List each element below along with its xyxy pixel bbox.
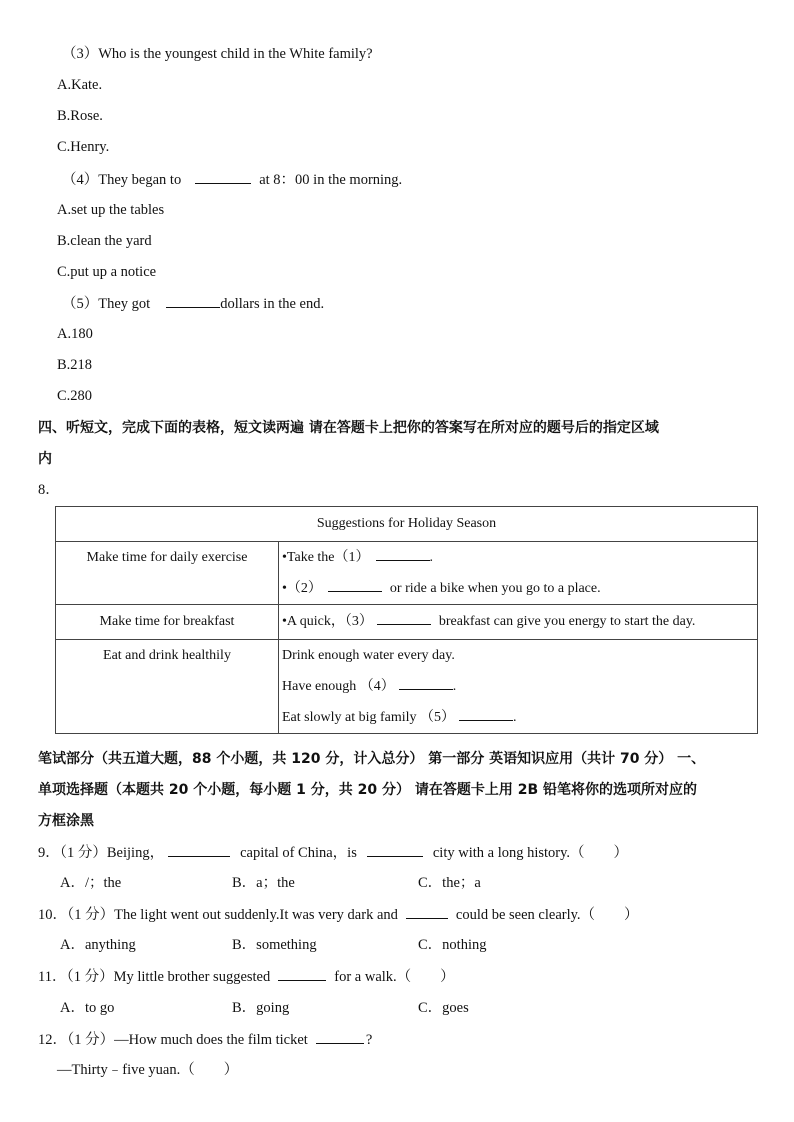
written-part-heading-line3: 方框涂黑 (38, 813, 94, 829)
answer-blank (367, 842, 423, 857)
question-10-text: 10．（1 分）The light went out suddenly.It was very dark and (38, 907, 398, 923)
row-label-text: Eat and drink healthily (103, 648, 231, 663)
table-row (56, 640, 758, 734)
question-5-option-c: C.280 (57, 388, 93, 404)
content-text: •A quick，（3） (282, 614, 373, 629)
answer-blank (399, 675, 453, 690)
question-9-text-mid: capital of China，is (240, 845, 357, 861)
written-part-heading-line2: 单项选择题（本题共 20 个小题，每小题 1 分，共 20 分） 请在答题卡上用 2B 铅笔将你的选项所对应的 (38, 782, 697, 798)
content-text-end: . (429, 550, 434, 565)
question-9-option-a[interactable]: A．/；the (60, 875, 122, 891)
answer-blank (406, 904, 448, 919)
question-5-stem (62, 293, 324, 314)
row-label (56, 542, 279, 605)
content-text: •（2） (282, 581, 322, 596)
question-3-stem: （3）Who is the youngest child in the White family? (62, 46, 373, 62)
question-10-stem (38, 904, 639, 925)
row-label-text: Make time for breakfast (99, 614, 235, 629)
question-4-stem-end: at 8：00 in the morning. (259, 172, 403, 188)
question-10-option-c[interactable]: C．nothing (418, 937, 487, 953)
answer-blank (168, 842, 230, 857)
question-9-text: 9．（1 分）Beijing， (38, 845, 165, 861)
suggestions-table (55, 506, 758, 734)
question-12-answer: —Thirty﹣five yuan.（ ） (57, 1062, 239, 1078)
question-9-option-b[interactable]: B．a；the (232, 875, 295, 891)
answer-blank (195, 169, 251, 184)
content-text-end: . (452, 679, 457, 694)
content-text: Eat slowly at big family （5） (282, 710, 456, 725)
answer-blank (377, 610, 431, 625)
table-row (56, 542, 758, 605)
question-11-option-b[interactable]: B．going (232, 1000, 290, 1016)
question-11-option-c[interactable]: C．goes (418, 1000, 469, 1016)
question-3-option-c: C.Henry. (57, 139, 110, 155)
content-line (279, 671, 757, 702)
content-text-end: breakfast can give you energy to start the day. (438, 614, 696, 629)
question-9-stem (38, 842, 628, 863)
question-3-option-b: B.Rose. (57, 108, 103, 124)
content-line (279, 702, 757, 733)
content-line (279, 640, 757, 671)
content-line (279, 605, 757, 639)
section-4-heading-continued: 内 (38, 451, 52, 467)
section-4-heading: 四、听短文，完成下面的表格，短文读两遍 请在答题卡上把你的答案写在所对应的题号后的指定区域 (38, 420, 659, 436)
row-label (56, 640, 279, 734)
question-9-option-c[interactable]: C．the；a (418, 875, 481, 891)
question-5-option-a: A.180 (57, 326, 93, 342)
question-4-option-a: A.set up the tables (57, 202, 165, 218)
table-row (56, 605, 758, 640)
question-5-stem-end: dollars in the end. (220, 296, 325, 312)
question-11-text: 11．（1 分）My little brother suggested (38, 969, 271, 985)
question-12-stem (38, 1029, 372, 1050)
content-line (279, 573, 757, 604)
row-content (279, 605, 758, 640)
question-10-option-b[interactable]: B．something (232, 937, 317, 953)
row-content (279, 542, 758, 605)
question-8-number: 8． (38, 482, 60, 498)
answer-blank (166, 293, 220, 308)
content-text-end: . (513, 710, 517, 725)
content-text: Drink enough water every day. (282, 648, 455, 663)
question-5-option-b: B.218 (57, 357, 93, 373)
question-11-stem (38, 966, 455, 987)
question-4-stem-start: （4）They began to (62, 172, 182, 188)
row-content (279, 640, 758, 734)
question-9-text-end: city with a long history.（ ） (432, 845, 629, 861)
answer-blank (376, 546, 430, 561)
question-12-text: 12．（1 分）—How much does the film ticket (38, 1032, 308, 1048)
question-5-stem-start: （5）They got (62, 296, 151, 312)
answer-blank (278, 966, 326, 981)
question-3-option-a: A.Kate. (57, 77, 103, 93)
question-4-stem (62, 169, 402, 190)
question-10-option-a[interactable]: A．anything (60, 937, 136, 953)
question-4-option-b: B.clean the yard (57, 233, 152, 249)
answer-blank (316, 1029, 364, 1044)
answer-blank (328, 577, 382, 592)
content-text-end: or ride a bike when you go to a place. (389, 581, 601, 596)
question-10-text-end: could be seen clearly.（ ） (455, 907, 639, 923)
written-part-heading: 笔试部分（共五道大题，88 个小题，共 120 分，计入总分） 第一部分 英语知识应用（共计 70 分） 一、 (38, 751, 706, 767)
answer-blank (459, 706, 513, 721)
question-11-text-end: for a walk.（ ） (334, 969, 455, 985)
table-title: Suggestions for Holiday Season (56, 507, 758, 542)
content-line (279, 542, 757, 573)
question-4-option-c: C.put up a notice (57, 264, 157, 280)
content-text: •Take the（1） (282, 550, 370, 565)
content-text: Have enough （4） (282, 679, 395, 694)
row-label (56, 605, 279, 640)
question-11-option-a[interactable]: A．to go (60, 1000, 115, 1016)
row-label-text: Make time for daily exercise (86, 550, 248, 565)
question-12-text-end: ? (365, 1032, 373, 1048)
